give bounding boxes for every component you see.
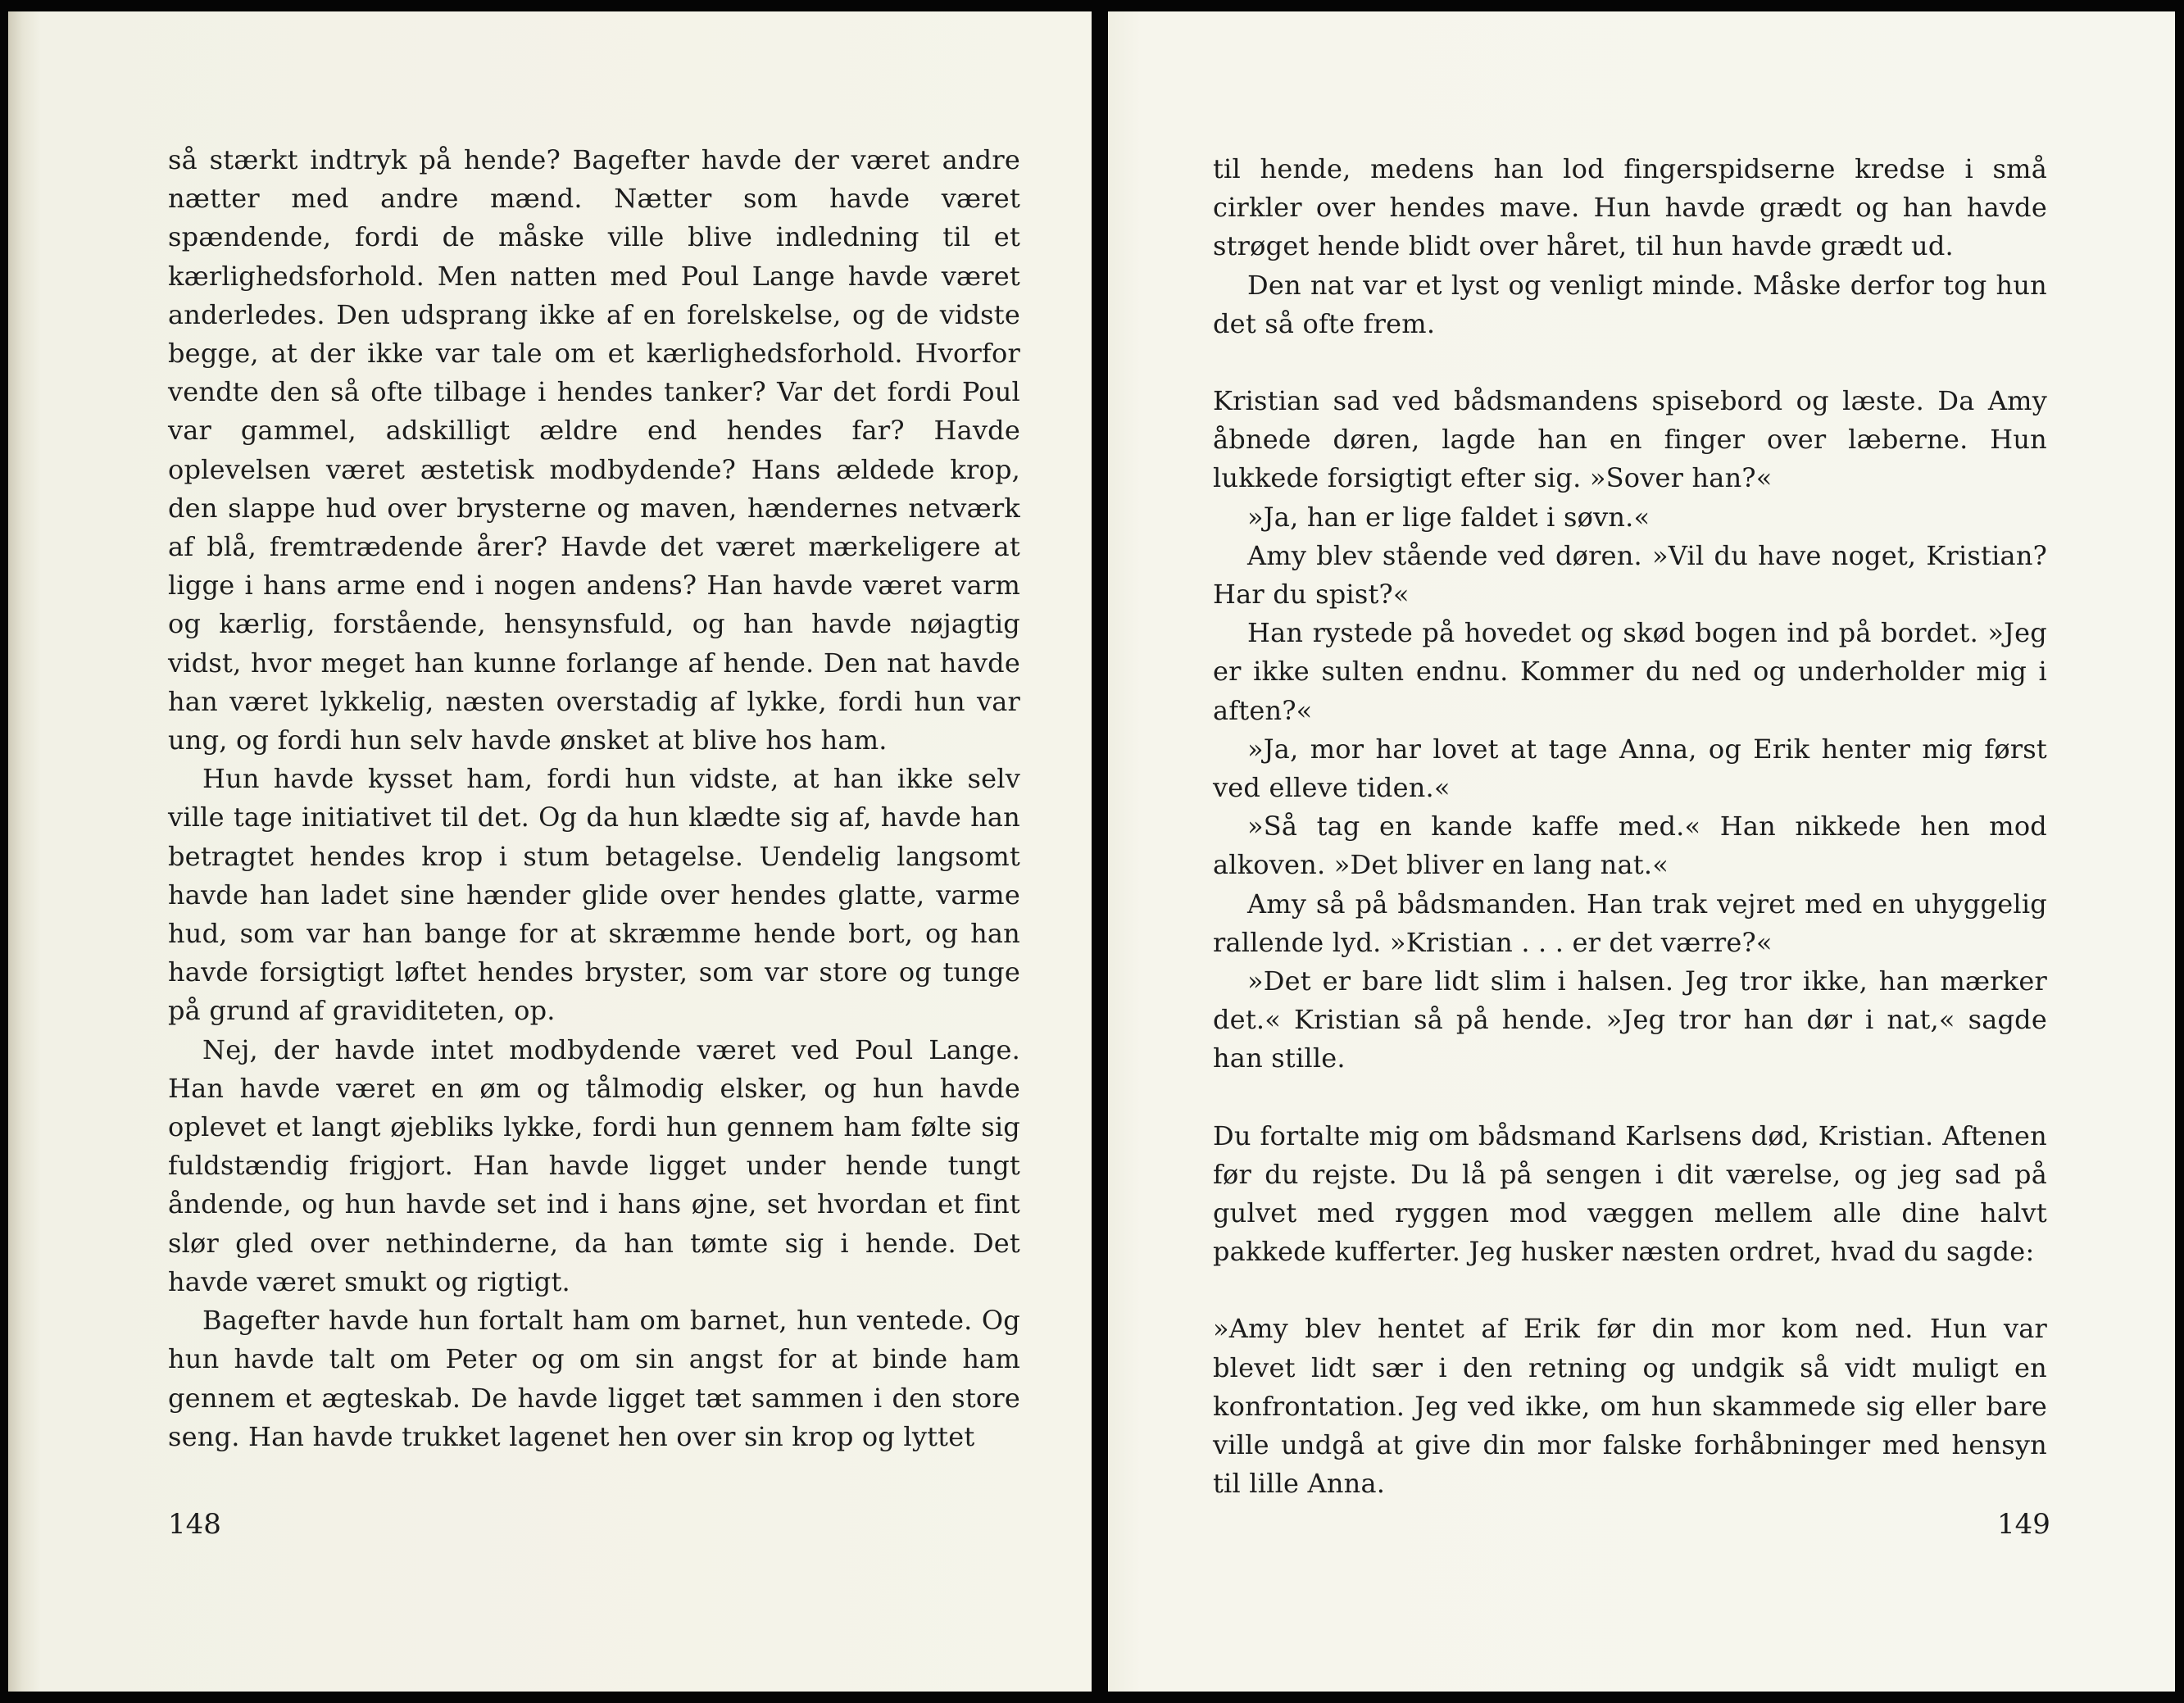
section-break [1213,343,2047,382]
paragraph: til hende, medens han lod fingerspidserne kredse i små cirkler over hendes mave. Hun havde grædt og han havde strøget hende blidt over håret, til hun havde grædt ud. [1213,153,2047,262]
left-page [8,11,1092,1692]
paragraph: Du fortalte mig om bådsmand Karlsens død, Kristian. Aftenen før du rejste. Du lå på sengen i dit værelse, og jeg sad på gulvet med ryggen mod væggen mellem alle dine halvt pakkede kufferter. Jeg husker næsten ordret, hvad du sagde: [1213,1119,2047,1268]
right-page [1108,11,2175,1692]
paragraph: Hun havde kysset ham, fordi hun vidste, at han ikke selv ville tage initiativet til det. Og da hun klædte sig af, havde han betragtet hendes krop i stum betagelse. Uendelig langsomt havde han ladet sine hænder glide over hendes glatte, varme hud, som var han bange for at skræmme hende bort, og han havde forsigtigt løftet hendes bryster, som var store og tunge på grund af graviditeten, op. [168,763,1020,1027]
paragraph: »Amy blev hentet af Erik før din mor kom ned. Hun var blevet lidt sær i den retning og undgik så vidt muligt en konfrontation. Jeg ved ikke, om hun skammede sig eller bare ville undgå at give din mor falske forhåbninger med hensyn til lille Anna. [1213,1313,2047,1500]
paragraph: så stærkt indtryk på hende? Bagefter havde der været andre nætter med andre mænd. Nætter som havde været spændende, fordi de måske ville blive indledning til et kærlighedsforhold. Men natten med Poul Lange havde været anderledes. Den udsprang ikke af en forelskelse, og de vidste begge, at der ikke var tale om et kærlighedsforhold. Hvorfor vendte den så ofte tilbage i hendes tanker? Var det fordi Poul var gammel, adskilligt ældre end hendes far? Havde oplevelsen været æstetisk modbydende? Hans ældede krop, den slappe hud over brysterne og maven, hændernes netværk af blå, fremtrædende årer? Havde det været mærkeligere at ligge i hans arme end i nogen andens? Han havde været varm og kærlig, forstående, hensynsfuld, og han havde nøjagtig vidst, hvor meget han kunne forlange af hende. Den nat havde han været lykkelig, næsten overstadig af lykke, fordi hun var ung, og fordi hun selv havde ønsket at blive hos ham. [168,144,1020,756]
section-break [1213,1271,2047,1310]
paragraph: Han rystede på hovedet og skød bogen ind på bordet. »Jeg er ikke sulten endnu. Kommer du ned og underholder mig i aften?« [1213,617,2047,726]
paragraph: Kristian sad ved bådsmandens spisebord og læste. Da Amy åbnede døren, lagde han en finger over læberne. Hun lukkede forsigtigt efter sig. »Sover han?« [1213,385,2047,494]
right-page-text [1213,150,2047,1504]
page-number: 148 [168,1508,221,1541]
dialogue-line: »Ja, mor har lovet at tage Anna, og Erik henter mig først ved elleve tiden.« [1213,733,2047,804]
paragraph: Amy blev stående ved døren. »Vil du have noget, Kristian? Har du spist?« [1213,539,2047,611]
page-number: 149 [1997,1508,2050,1541]
paragraph: Den nat var et lyst og venligt minde. Måske derfor tog hun det så ofte frem. [1213,269,2047,339]
paragraph: Amy så på bådsmanden. Han trak vejret med en uhyggelig rallende lyd. »Kristian . . . er det værre?« [1213,888,2047,958]
section-break [1213,1079,2047,1117]
dialogue-line: »Ja, han er lige faldet i søvn.« [1247,501,1650,533]
paragraph: Nej, der havde intet modbydende været ved Poul Lange. Han havde været en øm og tålmodig elsker, og hun havde oplevet et langt øjebliks lykke, fordi hun gennem ham følte sig fuldstændig frigjort. Han havde ligget under hende tungt åndende, og hun havde set ind i hans øjne, set hvordan et fint slør gled over nethinderne, da han tømte sig i hende. Det havde været smukt og rigtigt. [168,1033,1020,1297]
dialogue-line: »Det er bare lidt slim i halsen. Jeg tror ikke, han mærker det.« Kristian så på hende. »Jeg tror han dør i nat,« sagde han stille. [1213,965,2047,1074]
left-page-text [168,141,1020,1456]
dialogue-line: »Så tag en kande kaffe med.« Han nikkede hen mod alkoven. »Det bliver en lang nat.« [1213,811,2047,881]
paragraph: Bagefter havde hun fortalt ham om barnet, hun ventede. Og hun havde talt om Peter og om sin angst for at binde ham gennem et ægteskab. De havde ligget tæt sammen i den store seng. Han havde trukket lagenet hen over sin krop og lyttet [168,1305,1020,1452]
